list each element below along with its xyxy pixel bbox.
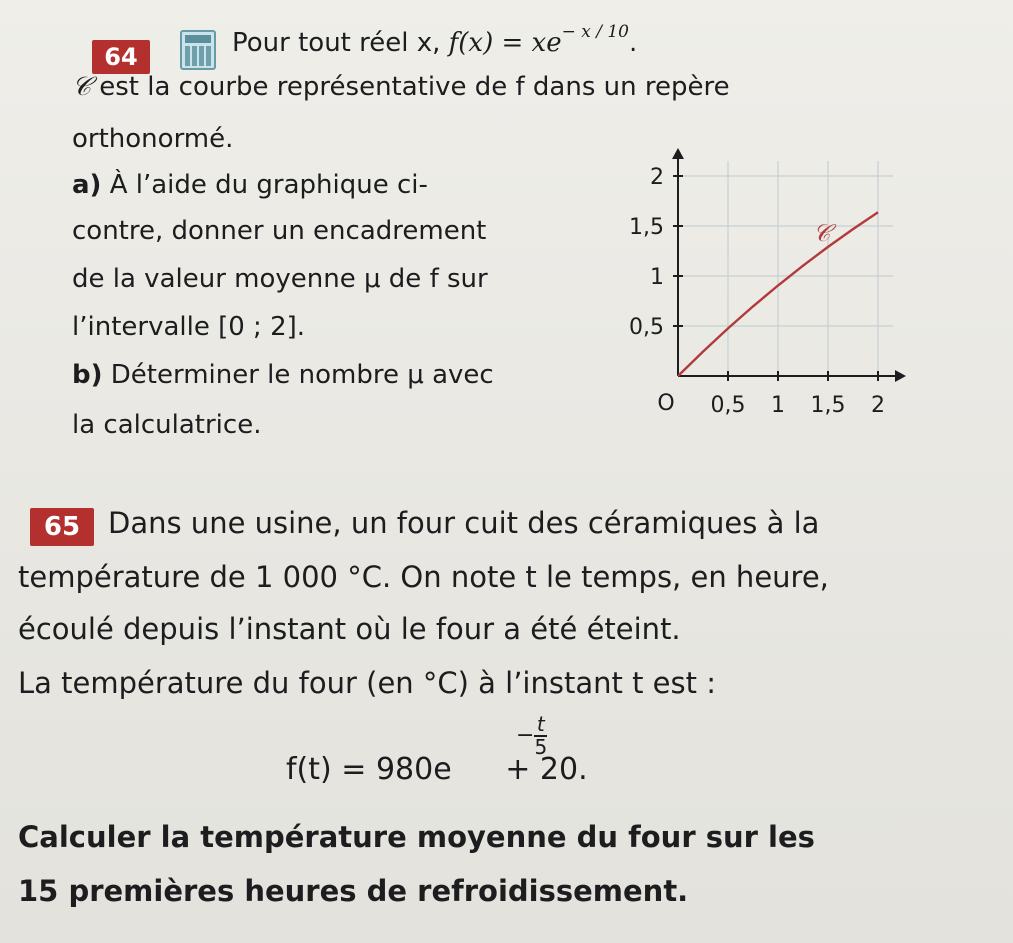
question-a-label: a) (72, 170, 102, 200)
graph-ticks (629, 165, 885, 418)
x-tick-label: 1,5 (810, 393, 846, 418)
x-tick-label: 1 (771, 393, 785, 418)
y-tick-label: 0,5 (629, 315, 664, 340)
ex64-intro: Pour tout réel x, (232, 28, 441, 58)
y-tick-label: 1,5 (629, 215, 664, 240)
ex65-line3: écoulé depuis l’instant où le four a été éteint. (18, 612, 681, 646)
question-b-line2: la calculatrice. (72, 410, 262, 440)
x-tick-label: 2 (871, 393, 885, 418)
ex65-line2: température de 1 000 °C. On note t le temps, en heure, (18, 560, 829, 594)
ex64-period: . (629, 28, 638, 58)
question-a-line2: contre, donner un encadrement (72, 216, 487, 246)
ex64-line2 (72, 72, 730, 103)
y-tick-label: 1 (650, 265, 664, 290)
question-b-line1: b) Déterminer le nombre μ avec (72, 360, 494, 390)
ex65-question-line2: 15 premières heures de refroidissement. (18, 874, 689, 908)
calculator-icon (180, 30, 216, 70)
ex64-line1 (232, 22, 638, 59)
ex65-question-line1: Calculer la température moyenne du four sur les (18, 820, 815, 854)
question-a-line1: a) À l’aide du graphique ci- (72, 170, 428, 200)
function-graph (600, 148, 940, 438)
ex64-line3: orthonormé. (72, 124, 234, 154)
ex65-line4: La température du four (en °C) à l’instant t est : (18, 666, 716, 700)
question-a-line3: de la valeur moyenne μ de f sur (72, 264, 488, 294)
x-axis-arrow (895, 370, 906, 382)
question-a-line4: l’intervalle [0 ; 2]. (72, 312, 306, 342)
exercise-number-badge-65: 65 (30, 508, 94, 546)
y-axis-arrow (672, 148, 684, 159)
ex64-exponent: − x / 10 (561, 22, 629, 42)
ex64-function: f(x) = xe (448, 28, 562, 58)
formula-exponent: − $\frac{t}{5}$ (516, 712, 548, 759)
origin-label: O (657, 391, 675, 416)
x-tick-label: 0,5 (710, 393, 746, 418)
question-b-label: b) (72, 360, 103, 390)
y-tick-label: 2 (650, 165, 664, 190)
ex65-formula: f(t) = 980e − $\frac{t}{5}$ + 20. (286, 712, 588, 787)
ex64-sentence: est la courbe représentative de f dans un repère (99, 72, 730, 102)
exercise-number-badge: 64 (92, 40, 150, 74)
curve-symbol: 𝒞 (72, 72, 91, 102)
ex65-line1: Dans une usine, un four cuit des céramiques à la (108, 506, 820, 540)
curve-label: 𝒞 (813, 219, 831, 247)
